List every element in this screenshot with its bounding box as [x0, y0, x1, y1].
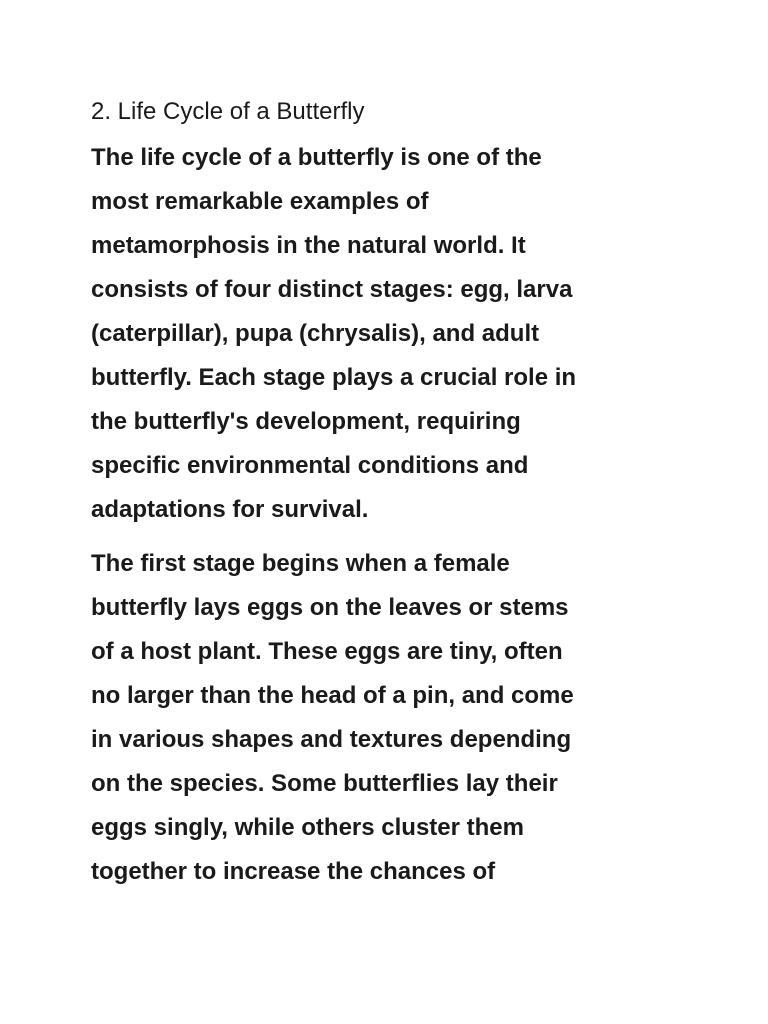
- document-content: [91, 94, 681, 904]
- paragraph-first-stage: [91, 542, 681, 894]
- paragraph-line: butterfly lays eggs on the leaves or stems: [91, 594, 569, 621]
- paragraph-line: most remarkable examples of: [91, 188, 429, 215]
- paragraph-line: the butterfly's development, requiring: [91, 408, 521, 435]
- paragraph-line: adaptations for survival.: [91, 496, 369, 523]
- paragraph-line: consists of four distinct stages: egg, larva: [91, 276, 573, 303]
- section-heading: 2. Life Cycle of a Butterfly: [91, 98, 365, 125]
- paragraph-line: The first stage begins when a female: [91, 550, 510, 577]
- paragraph-line: The life cycle of a butterfly is one of the: [91, 144, 542, 171]
- paragraph-line: no larger than the head of a pin, and come: [91, 682, 574, 709]
- paragraph-line: specific environmental conditions and: [91, 452, 529, 479]
- paragraph-intro: [91, 136, 681, 532]
- paragraph-line: (caterpillar), pupa (chrysalis), and adult: [91, 320, 540, 347]
- paragraph-line: on the species. Some butterflies lay their: [91, 770, 558, 797]
- paragraph-line: eggs singly, while others cluster them: [91, 814, 524, 841]
- paragraph-line: butterfly. Each stage plays a crucial role in: [91, 364, 577, 391]
- paragraph-line: of a host plant. These eggs are tiny, often: [91, 638, 563, 665]
- paragraph-line: in various shapes and textures depending: [91, 726, 572, 753]
- paragraph-line: together to increase the chances of: [91, 858, 496, 885]
- paragraph-line: metamorphosis in the natural world. It: [91, 232, 526, 259]
